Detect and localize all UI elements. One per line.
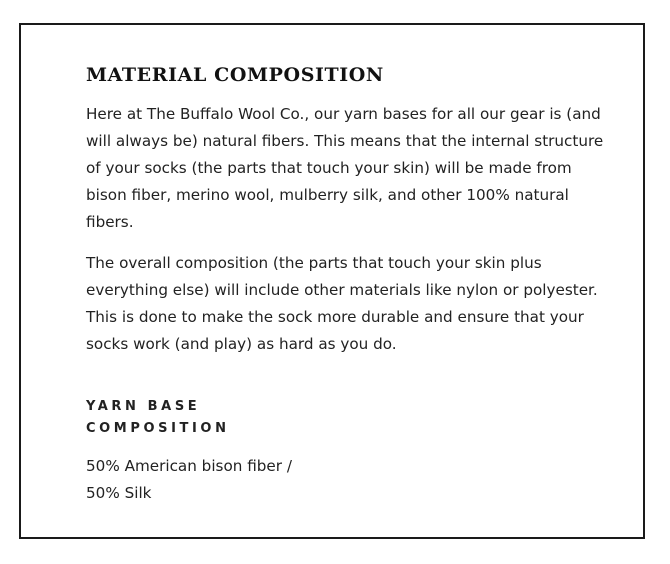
material-composition-panel — [19, 23, 645, 539]
panel-content — [86, 63, 616, 507]
yarn-base-composition — [86, 453, 616, 507]
intro-paragraph: Here at The Buffalo Wool Co., our yarn bases for all our gear is (and will always be) natural fibers. This means that the internal structure of your socks (the parts that touch your skin) will be made from bison fiber, merino wool, mulberry silk, and other 100% natural fibers. — [86, 105, 604, 231]
yarn-base-heading-line2: COMPOSITION — [86, 421, 230, 436]
composition-line1: 50% American bison fiber / — [86, 457, 292, 475]
yarn-base-heading — [86, 396, 616, 440]
composition-line2: 50% Silk — [86, 484, 152, 502]
yarn-base-heading-line1: YARN BASE — [86, 399, 201, 414]
section-title: MATERIAL COMPOSITION — [86, 64, 384, 86]
composition-paragraph: The overall composition (the parts that touch your skin plus everything else) will include other materials like nylon or polyester. This is done to make the sock more durable and ensure that your socks work (and play) as hard as you do. — [86, 254, 598, 353]
